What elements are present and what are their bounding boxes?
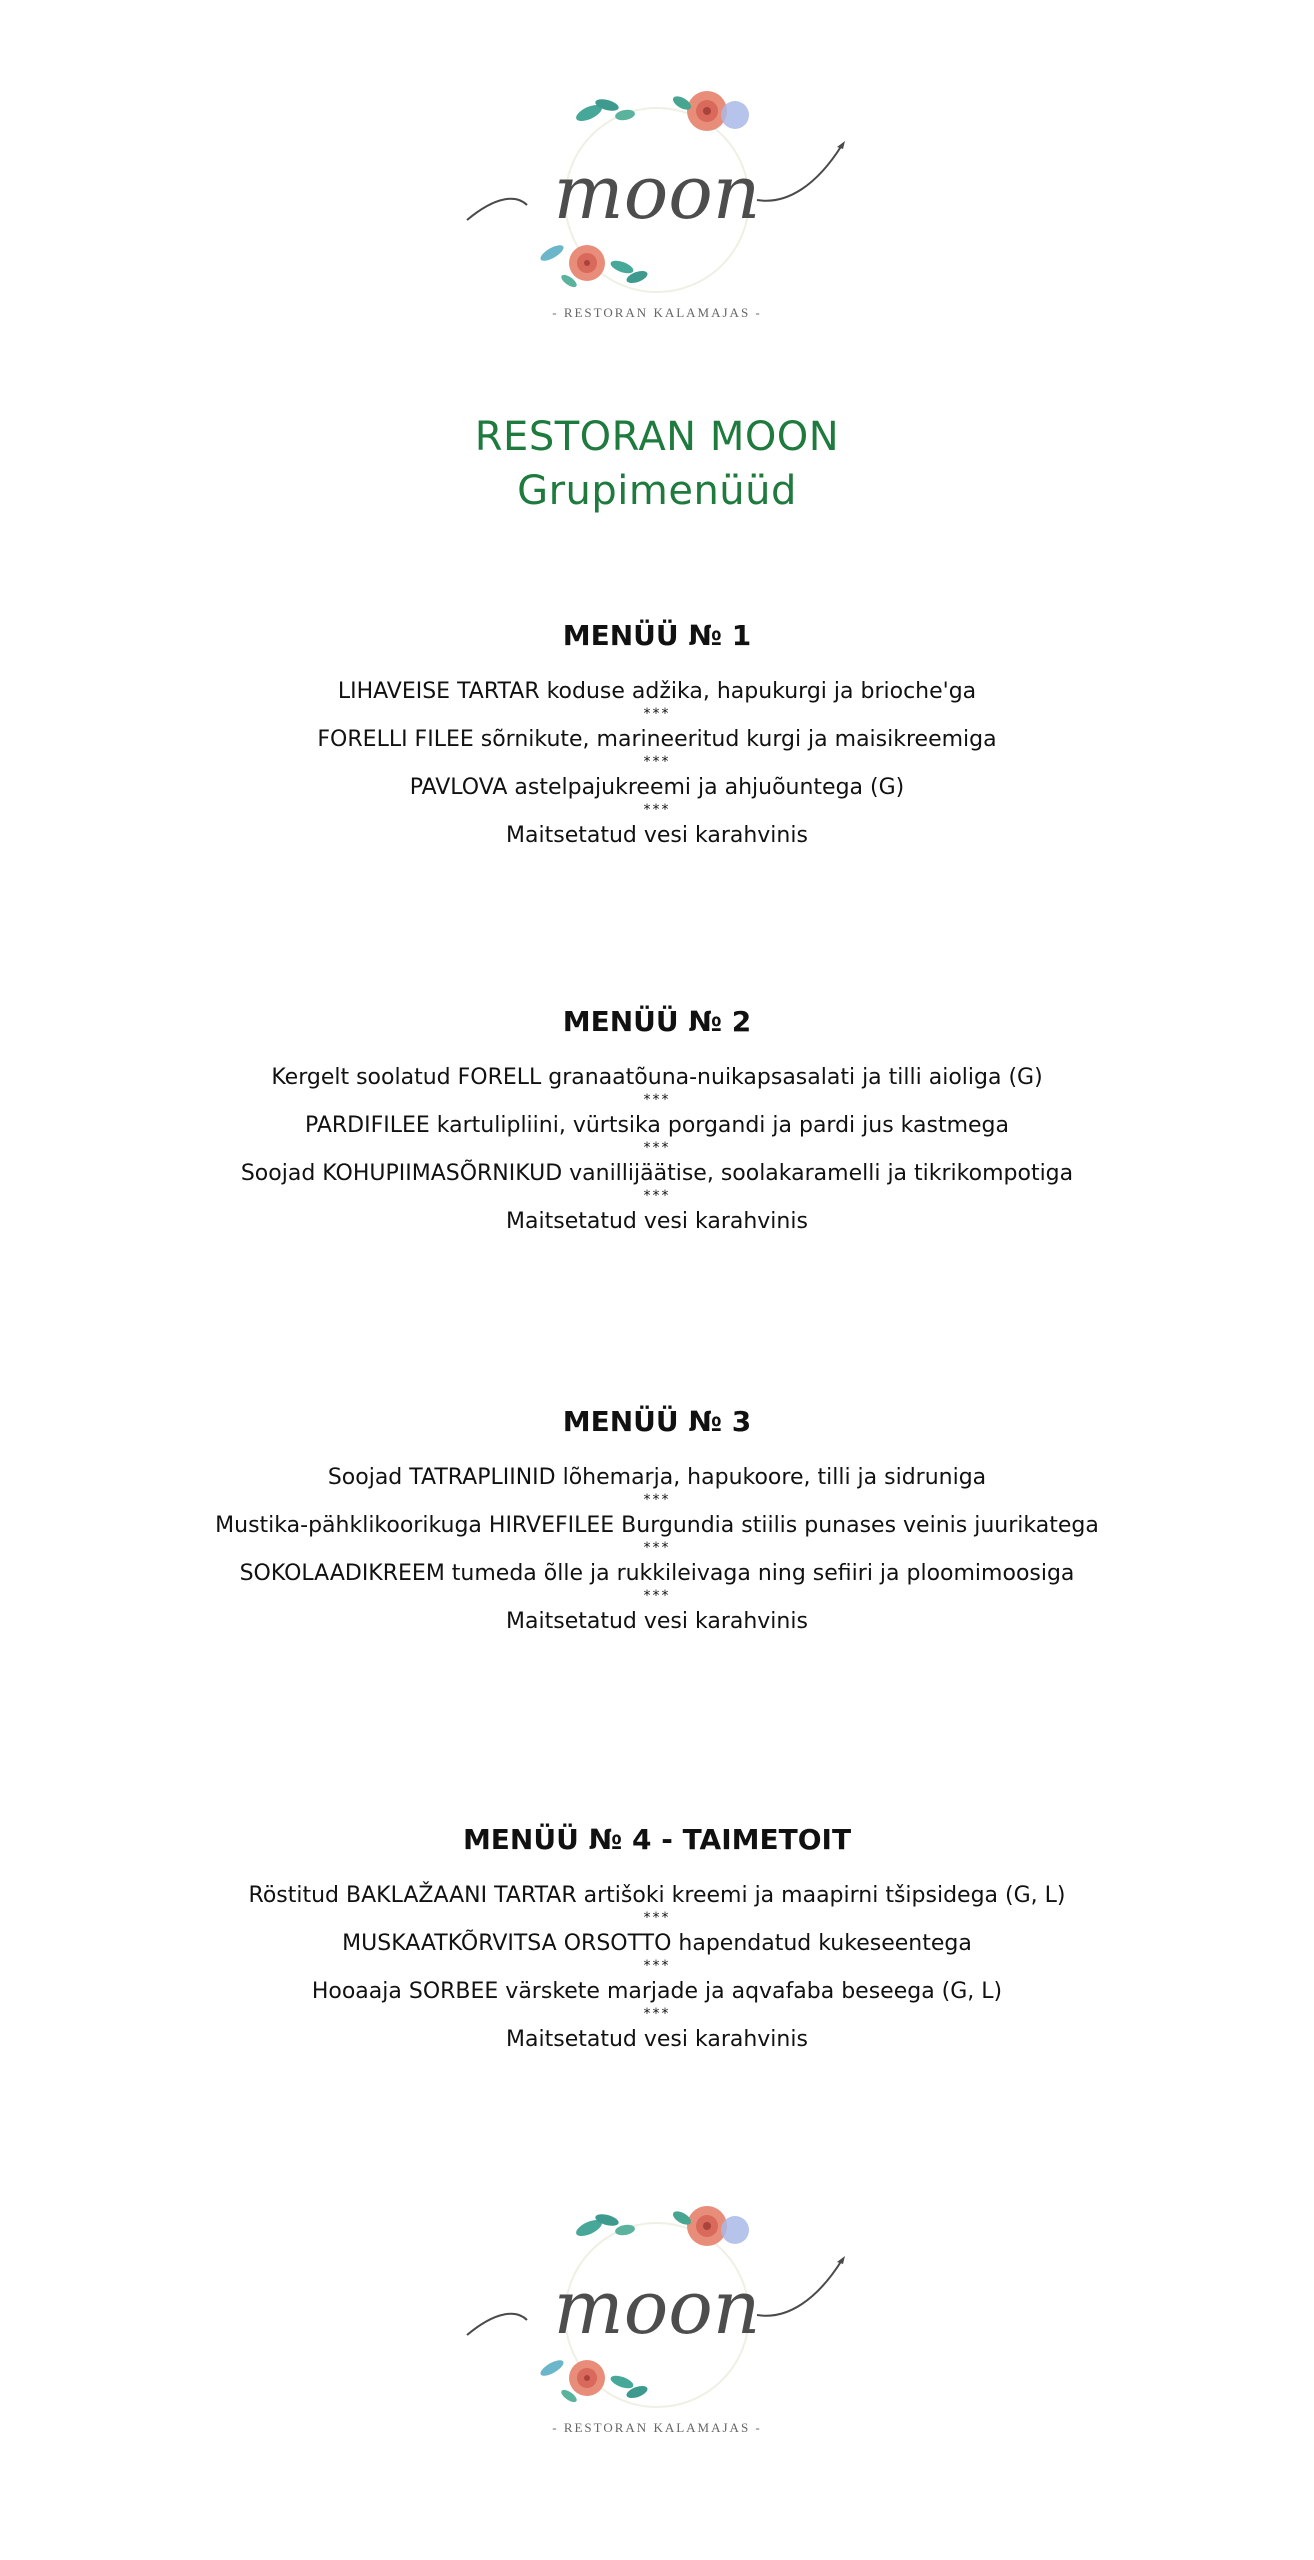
separator: *** xyxy=(643,1188,671,1204)
menu-heading: MENÜÜ № 3 xyxy=(562,1405,752,1438)
course-item: Maitsetatud vesi karahvinis xyxy=(506,2027,808,2052)
floral-logo-icon xyxy=(457,85,857,315)
course-item: Soojad KOHUPIIMASÕRNIKUD vanillijäätise, soolakaramelli ja tikrikompotiga xyxy=(240,1161,1074,1186)
logo-top xyxy=(457,85,857,345)
separator: *** xyxy=(643,1492,671,1508)
course-item: Soojad TATRAPLIINID lõhemarja, hapukoore, tilli ja sidruniga xyxy=(327,1465,987,1490)
course-item: Maitsetatud vesi karahvinis xyxy=(506,823,808,848)
menu-section-2 xyxy=(0,1004,1314,1236)
menu-heading: MENÜÜ № 2 xyxy=(562,1005,752,1038)
menu-section-4 xyxy=(0,1822,1314,2054)
course-item: Kergelt soolatud FORELL granaatõuna-nuikapsasalati ja tilli aioliga (G) xyxy=(271,1065,1043,1090)
course-item: Röstitud BAKLAŽAANI TARTAR artišoki kreemi ja maapirni tšipsidega (G, L) xyxy=(248,1883,1066,1908)
logo-wordmark: moon xyxy=(553,2265,761,2351)
separator: *** xyxy=(643,1092,671,1108)
logo-bottom xyxy=(457,2200,857,2460)
separator: *** xyxy=(643,1958,671,1974)
logo-subtitle: - RESTORAN KALAMAJAS - xyxy=(552,305,762,320)
course-item: Maitsetatud vesi karahvinis xyxy=(506,1209,808,1234)
menu-section-1 xyxy=(0,618,1314,850)
course-item: PAVLOVA astelpajukreemi ja ahjuõuntega (G) xyxy=(409,775,905,800)
course-item: Maitsetatud vesi karahvinis xyxy=(506,1609,808,1634)
floral-logo-icon xyxy=(457,2200,857,2430)
separator: *** xyxy=(643,754,671,770)
separator: *** xyxy=(643,2006,671,2022)
course-item: SOKOLAADIKREEM tumeda õlle ja rukkileivaga ning sefiiri ja ploomimoosiga xyxy=(239,1561,1075,1586)
page-title xyxy=(0,410,1314,518)
menu-heading: MENÜÜ № 1 xyxy=(562,619,752,652)
course-item: Mustika-pähklikoorikuga HIRVEFILEE Burgundia stiilis punases veinis juurikategа xyxy=(215,1513,1099,1538)
course-item: FORELLI FILEE sõrnikute, marineeritud kurgi ja maisikreemiga xyxy=(317,727,997,752)
title-line-2: Grupimenüüd xyxy=(517,468,797,514)
separator: *** xyxy=(643,1140,671,1156)
course-item: MUSKAATKÕRVITSA ORSOTTO hapendatud kukeseentega xyxy=(342,1931,972,1956)
separator: *** xyxy=(643,802,671,818)
separator: *** xyxy=(643,1540,671,1556)
logo-wordmark: moon xyxy=(553,150,761,236)
separator: *** xyxy=(643,1588,671,1604)
logo-subtitle: - RESTORAN KALAMAJAS - xyxy=(552,2420,762,2435)
course-item: LIHAVEISE TARTAR koduse adžika, hapukurgi ja brioche'ga xyxy=(337,679,977,704)
menu-section-3 xyxy=(0,1404,1314,1636)
course-item: Hooaaja SORBEE värskete marjade ja aqvafaba beseega (G, L) xyxy=(311,1979,1003,2004)
course-item: PARDIFILEE kartulipliini, vürtsika porgandi ja pardi jus kastmega xyxy=(304,1113,1010,1138)
separator: *** xyxy=(643,1910,671,1926)
title-line-1: RESTORAN MOON xyxy=(474,414,840,460)
menu-heading: MENÜÜ № 4 - TAIMETOIT xyxy=(462,1823,852,1856)
separator: *** xyxy=(643,706,671,722)
